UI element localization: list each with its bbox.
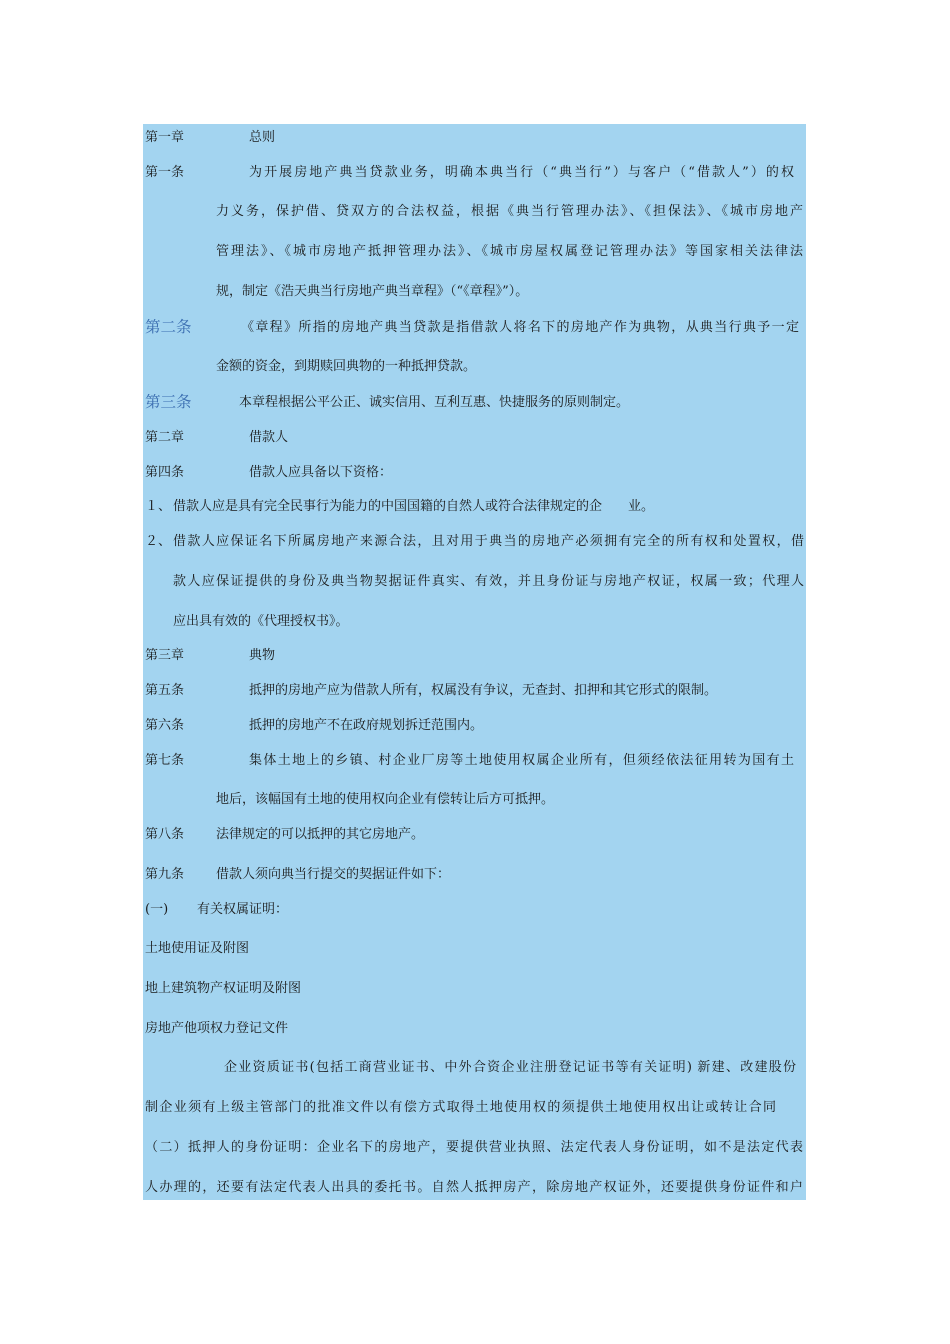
article-3-label: 第三条 [145, 393, 192, 411]
chapter-2-title: 借款人 [249, 430, 289, 445]
item-2-line-2: 款人应保证提供的身份及典当物契据证件真实、有效，并且身份证与房地产权证，权属一致；代理人 [173, 574, 804, 589]
article-4-text: 借款人应具备以下资格： [249, 465, 393, 480]
article-1-line-1: 为开展房地产典当贷款业务，明确本典当行（“典当行”）与客户（“借款人”）的权 [249, 165, 794, 180]
list-item: 房地产他项权力登记文件 [145, 1021, 289, 1036]
chapter-1-label: 第一章 [145, 130, 185, 145]
list-item: 土地使用证及附图 [145, 941, 250, 956]
article-3-text: 本章程根据公平公正、诚实信用、互利互惠、快捷服务的原则制定。 [239, 395, 630, 410]
sub-1-number: (一) [145, 902, 169, 917]
article-6-text: 抵押的房地产不在政府规划拆迁范围内。 [249, 718, 484, 733]
chapter-1-title: 总则 [249, 130, 276, 145]
paragraph-1-line-1: 企业资质证书(包括工商营业证书、中外合资企业注册登记证书等有关证明) 新建、改建股份 [224, 1060, 796, 1075]
article-1-line-2: 力义务，保护借、贷双方的合法权益，根据《典当行管理办法》、《担保法》、《城市房地产 [216, 204, 803, 219]
article-5-text: 抵押的房地产应为借款人所有，权属没有争议，无查封、扣押和其它形式的限制。 [249, 683, 718, 698]
item-2-line-3: 应出具有效的《代理授权书》。 [173, 614, 349, 629]
paragraph-2-line-1: （二）抵押人的身份证明：企业名下的房地产，要提供营业执照、法定代表人身份证明，如不是法定代表 [145, 1140, 803, 1155]
chapter-3-title: 典物 [249, 648, 276, 663]
article-2-line-1: 《章程》所指的房地产典当贷款是指借款人将名下的房地产作为典物，从典当行典予一定 [241, 320, 799, 335]
article-8-label: 第八条 [145, 827, 185, 842]
paragraph-1-line-2: 制企业须有上级主管部门的批准文件以有偿方式取得土地使用权的须提供土地使用权出让或转让合同 [145, 1100, 776, 1115]
list-item: 地上建筑物产权证明及附图 [145, 981, 302, 996]
item-2-number: ２、 [145, 534, 172, 549]
article-8-text: 法律规定的可以抵押的其它房地产。 [216, 827, 425, 842]
item-2-line-1: 借款人应保证名下所属房地产来源合法，且对用于典当的房地产必须拥有完全的所有权和处置权，借 [173, 534, 804, 549]
article-7-line-2: 地后，该幅国有土地的使用权向企业有偿转让后方可抵押。 [216, 792, 555, 807]
article-1-label: 第一条 [145, 165, 185, 180]
sub-1-text: 有关权属证明： [197, 902, 289, 917]
paragraph-2-line-2: 人办理的，还要有法定代表人出具的委托书。自然人抵押房产，除房地产权证外，还要提供身份证件和户 [145, 1180, 803, 1195]
article-1-line-3: 管理法》、《城市房地产抵押管理办法》、《城市房屋权属登记管理办法》等国家相关法律法 [216, 244, 803, 259]
chapter-3-label: 第三章 [145, 648, 185, 663]
item-1-number: １、 [145, 499, 172, 514]
article-9-text: 借款人须向典当行提交的契据证件如下： [216, 867, 451, 882]
article-2-label: 第二条 [145, 318, 192, 336]
item-1-text: 借款人应是具有完全民事行为能力的中国国籍的自然人或符合法律规定的企 业。 [173, 499, 655, 514]
article-2-line-2: 金额的资金，到期赎回典物的一种抵押贷款。 [216, 359, 477, 374]
article-4-label: 第四条 [145, 465, 185, 480]
article-7-line-1: 集体土地上的乡镇、村企业厂房等土地使用权属企业所有，但须经依法征用转为国有土 [249, 753, 794, 768]
article-1-line-4: 规，制定《浩天典当行房地产典当章程》（“《章程》”）。 [216, 284, 529, 299]
article-7-label: 第七条 [145, 753, 185, 768]
article-9-label: 第九条 [145, 867, 185, 882]
chapter-2-label: 第二章 [145, 430, 185, 445]
document-page [143, 124, 806, 1200]
article-5-label: 第五条 [145, 683, 185, 698]
article-6-label: 第六条 [145, 718, 185, 733]
